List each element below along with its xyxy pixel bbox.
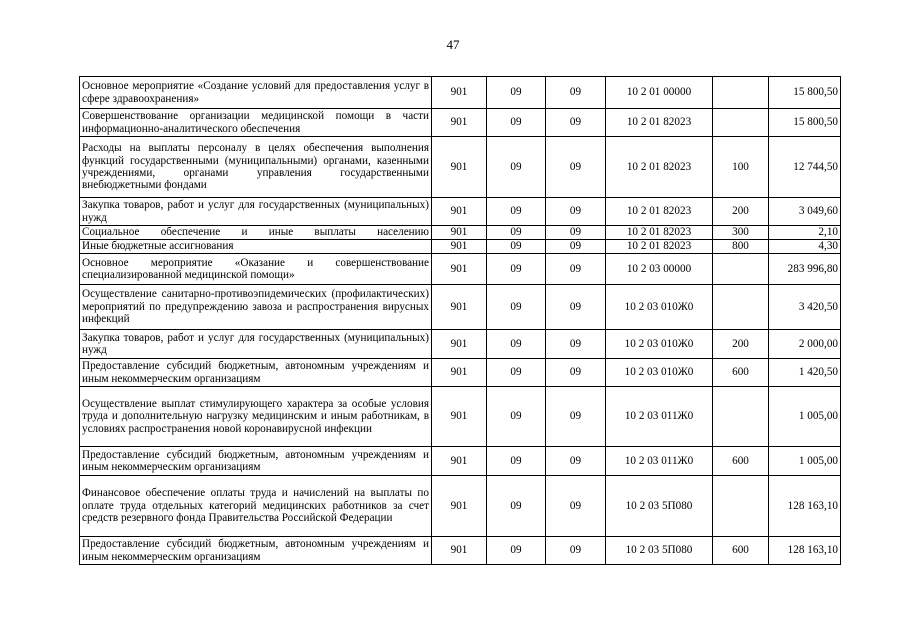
- table-row: [80, 226, 841, 240]
- row-pr: 09: [546, 77, 606, 109]
- row-ved: 901: [432, 330, 487, 359]
- row-rz: 09: [487, 77, 546, 109]
- table-row: [80, 285, 841, 330]
- row-vr: [713, 254, 769, 285]
- row-sum: 1 420,50: [769, 359, 841, 387]
- row-ved: 901: [432, 447, 487, 476]
- row-ved: 901: [432, 254, 487, 285]
- row-sum: 1 005,00: [769, 447, 841, 476]
- row-ved: 901: [432, 77, 487, 109]
- row-sum: 12 744,50: [769, 137, 841, 198]
- row-vr: 600: [713, 537, 769, 565]
- row-name: Предоставление субсидий бюджетным, автономным учреждениям и иным некоммерческим организациям: [80, 359, 432, 387]
- table-row: [80, 240, 841, 254]
- row-sum: 3 420,50: [769, 285, 841, 330]
- table-row: [80, 447, 841, 476]
- row-sum: 2 000,00: [769, 330, 841, 359]
- row-sum: 283 996,80: [769, 254, 841, 285]
- row-vr: 800: [713, 240, 769, 254]
- row-name: Закупка товаров, работ и услуг для государственных (муниципальных) нужд: [80, 198, 432, 226]
- row-pr: 09: [546, 226, 606, 240]
- row-csr: 10 2 03 011Ж0: [606, 387, 713, 447]
- row-pr: 09: [546, 254, 606, 285]
- row-vr: [713, 77, 769, 109]
- row-vr: 300: [713, 226, 769, 240]
- row-sum: 15 800,50: [769, 109, 841, 137]
- row-pr: 09: [546, 537, 606, 565]
- row-vr: [713, 476, 769, 537]
- row-rz: 09: [487, 254, 546, 285]
- table-row: [80, 77, 841, 109]
- row-name: Предоставление субсидий бюджетным, автономным учреждениям и иным некоммерческим организациям: [80, 537, 432, 565]
- row-rz: 09: [487, 226, 546, 240]
- row-sum: 4,30: [769, 240, 841, 254]
- row-vr: 200: [713, 330, 769, 359]
- table-row: [80, 137, 841, 198]
- row-csr: 10 2 03 010Ж0: [606, 285, 713, 330]
- table-row: [80, 198, 841, 226]
- row-ved: 901: [432, 476, 487, 537]
- row-csr: 10 2 03 5П080: [606, 476, 713, 537]
- row-sum: 1 005,00: [769, 387, 841, 447]
- row-rz: 09: [487, 330, 546, 359]
- row-ved: 901: [432, 285, 487, 330]
- row-csr: 10 2 03 5П080: [606, 537, 713, 565]
- row-vr: 600: [713, 447, 769, 476]
- budget-table: [79, 76, 841, 565]
- row-rz: 09: [487, 447, 546, 476]
- row-name: Закупка товаров, работ и услуг для государственных (муниципальных) нужд: [80, 330, 432, 359]
- row-ved: 901: [432, 240, 487, 254]
- row-ved: 901: [432, 198, 487, 226]
- row-ved: 901: [432, 359, 487, 387]
- row-name: Социальное обеспечение и иные выплаты населению: [80, 226, 432, 240]
- row-rz: 09: [487, 137, 546, 198]
- row-pr: 09: [546, 285, 606, 330]
- row-vr: [713, 109, 769, 137]
- row-csr: 10 2 03 010Ж0: [606, 330, 713, 359]
- row-pr: 09: [546, 447, 606, 476]
- row-ved: 901: [432, 537, 487, 565]
- row-csr: 10 2 03 00000: [606, 254, 713, 285]
- row-rz: 09: [487, 240, 546, 254]
- row-rz: 09: [487, 198, 546, 226]
- row-name: Предоставление субсидий бюджетным, автономным учреждениям и иным некоммерческим организациям: [80, 447, 432, 476]
- table-row: [80, 109, 841, 137]
- row-name: Совершенствование организации медицинской помощи в части информационно-аналитического обеспечения: [80, 109, 432, 137]
- row-pr: 09: [546, 359, 606, 387]
- row-name: Основное мероприятие «Оказание и совершенствование специализированной медицинской помощи»: [80, 254, 432, 285]
- row-pr: 09: [546, 137, 606, 198]
- row-sum: 15 800,50: [769, 77, 841, 109]
- row-name: Расходы на выплаты персоналу в целях обеспечения выполнения функций государственными (муниципальными) органами, казенными учреждениями, органами управления государственными внебюджетными фондами: [80, 137, 432, 198]
- row-sum: 3 049,60: [769, 198, 841, 226]
- table-row: [80, 537, 841, 565]
- row-name: Осуществление выплат стимулирующего характера за особые условия труда и дополнительную нагрузку медицинским и иным работникам, в условиях распространения новой коронавирусной инфекции: [80, 387, 432, 447]
- table-row: [80, 387, 841, 447]
- row-vr: [713, 285, 769, 330]
- row-name: Осуществление санитарно-противоэпидемических (профилактических) мероприятий по предупреждению завоза и распространения вирусных инфекций: [80, 285, 432, 330]
- row-csr: 10 2 01 82023: [606, 137, 713, 198]
- row-rz: 09: [487, 359, 546, 387]
- row-pr: 09: [546, 476, 606, 537]
- row-pr: 09: [546, 240, 606, 254]
- row-pr: 09: [546, 109, 606, 137]
- page-number: 47: [446, 37, 460, 52]
- row-csr: 10 2 01 82023: [606, 109, 713, 137]
- row-csr: 10 2 01 82023: [606, 226, 713, 240]
- row-csr: 10 2 03 011Ж0: [606, 447, 713, 476]
- row-vr: 600: [713, 359, 769, 387]
- row-pr: 09: [546, 387, 606, 447]
- row-csr: 10 2 01 00000: [606, 77, 713, 109]
- row-rz: 09: [487, 109, 546, 137]
- row-name: Финансовое обеспечение оплаты труда и начислений на выплаты по оплате труда отдельных категорий медицинских работников за счет средств резервного фонда Правительства Российской Федерации: [80, 476, 432, 537]
- row-sum: 128 163,10: [769, 537, 841, 565]
- row-name: Иные бюджетные ассигнования: [80, 240, 432, 254]
- table-row: [80, 330, 841, 359]
- row-ved: 901: [432, 137, 487, 198]
- row-ved: 901: [432, 109, 487, 137]
- table-row: [80, 254, 841, 285]
- row-rz: 09: [487, 476, 546, 537]
- row-sum: 128 163,10: [769, 476, 841, 537]
- row-rz: 09: [487, 285, 546, 330]
- table-row: [80, 359, 841, 387]
- row-vr: 100: [713, 137, 769, 198]
- row-name: Основное мероприятие «Создание условий для предоставления услуг в сфере здравоохранения»: [80, 77, 432, 109]
- row-csr: 10 2 01 82023: [606, 198, 713, 226]
- row-rz: 09: [487, 387, 546, 447]
- row-pr: 09: [546, 198, 606, 226]
- row-rz: 09: [487, 537, 546, 565]
- row-ved: 901: [432, 387, 487, 447]
- table-row: [80, 476, 841, 537]
- row-vr: [713, 387, 769, 447]
- row-pr: 09: [546, 330, 606, 359]
- row-vr: 200: [713, 198, 769, 226]
- row-csr: 10 2 01 82023: [606, 240, 713, 254]
- row-ved: 901: [432, 226, 487, 240]
- row-csr: 10 2 03 010Ж0: [606, 359, 713, 387]
- row-sum: 2,10: [769, 226, 841, 240]
